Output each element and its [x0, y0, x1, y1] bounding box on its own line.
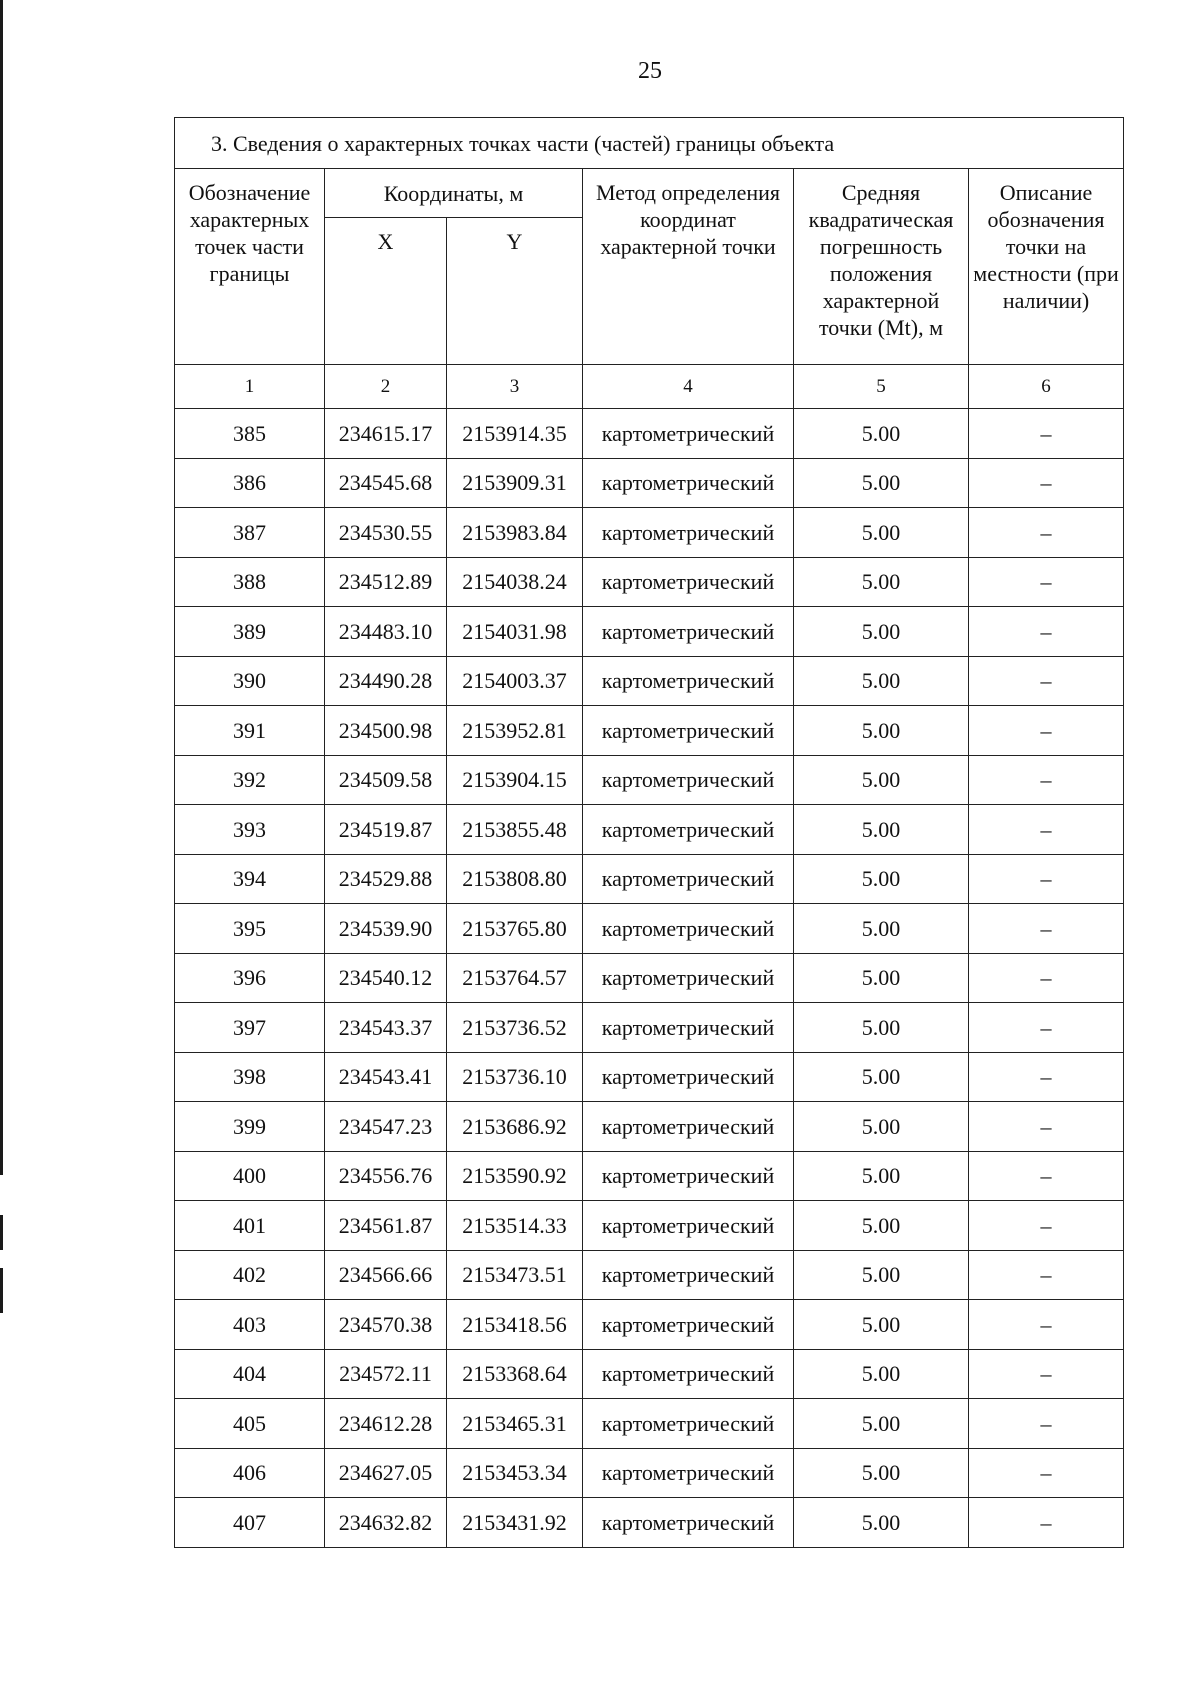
x-coordinate-cell: 234540.12	[325, 953, 447, 1003]
method-cell: картометрический	[583, 1003, 794, 1053]
point-number-cell: 396	[175, 953, 325, 1003]
y-coordinate-cell: 2153590.92	[447, 1151, 583, 1201]
table-row	[175, 1003, 1124, 1053]
point-number-cell: 390	[175, 656, 325, 706]
point-number-cell: 394	[175, 854, 325, 904]
error-cell: 5.00	[794, 1399, 969, 1449]
error-cell: 5.00	[794, 656, 969, 706]
table-row	[175, 904, 1124, 954]
error-cell: 5.00	[794, 458, 969, 508]
table-row	[175, 1052, 1124, 1102]
point-number-cell: 407	[175, 1498, 325, 1548]
point-number-cell: 387	[175, 508, 325, 558]
y-coordinate-cell: 2153855.48	[447, 805, 583, 855]
error-cell: 5.00	[794, 1498, 969, 1548]
method-cell: картометрический	[583, 409, 794, 459]
y-coordinate-cell: 2153764.57	[447, 953, 583, 1003]
x-coordinate-cell: 234572.11	[325, 1349, 447, 1399]
error-cell: 5.00	[794, 805, 969, 855]
y-coordinate-cell: 2153686.92	[447, 1102, 583, 1152]
method-cell: картометрический	[583, 1399, 794, 1449]
description-cell: –	[969, 1102, 1124, 1152]
point-number-cell: 392	[175, 755, 325, 805]
point-number-cell: 385	[175, 409, 325, 459]
error-cell: 5.00	[794, 904, 969, 954]
x-coordinate-cell: 234500.98	[325, 706, 447, 756]
point-number-cell: 400	[175, 1151, 325, 1201]
description-cell: –	[969, 1201, 1124, 1251]
description-cell: –	[969, 409, 1124, 459]
table-row	[175, 656, 1124, 706]
method-cell: картометрический	[583, 656, 794, 706]
method-cell: картометрический	[583, 607, 794, 657]
table-row	[175, 953, 1124, 1003]
error-cell: 5.00	[794, 1102, 969, 1152]
table-row	[175, 706, 1124, 756]
error-cell: 5.00	[794, 508, 969, 558]
y-coordinate-cell: 2153453.34	[447, 1448, 583, 1498]
table-row	[175, 458, 1124, 508]
column-number: 3	[447, 365, 583, 409]
error-cell: 5.00	[794, 557, 969, 607]
header-error: Средняя квадратическая погрешность положения характерной точки (Mt), м	[794, 169, 969, 365]
x-coordinate-cell: 234483.10	[325, 607, 447, 657]
point-number-cell: 402	[175, 1250, 325, 1300]
column-number: 1	[175, 365, 325, 409]
y-coordinate-cell: 2153952.81	[447, 706, 583, 756]
column-number: 5	[794, 365, 969, 409]
table-row	[175, 607, 1124, 657]
description-cell: –	[969, 607, 1124, 657]
y-coordinate-cell: 2154003.37	[447, 656, 583, 706]
error-cell: 5.00	[794, 1151, 969, 1201]
error-cell: 5.00	[794, 1448, 969, 1498]
point-number-cell: 386	[175, 458, 325, 508]
description-cell: –	[969, 1250, 1124, 1300]
point-number-cell: 406	[175, 1448, 325, 1498]
description-cell: –	[969, 1448, 1124, 1498]
point-number-cell: 399	[175, 1102, 325, 1152]
description-cell: –	[969, 1151, 1124, 1201]
table-row	[175, 508, 1124, 558]
point-number-cell: 404	[175, 1349, 325, 1399]
x-coordinate-cell: 234530.55	[325, 508, 447, 558]
column-number: 2	[325, 365, 447, 409]
method-cell: картометрический	[583, 1349, 794, 1399]
error-cell: 5.00	[794, 409, 969, 459]
point-number-cell: 403	[175, 1300, 325, 1350]
x-coordinate-cell: 234627.05	[325, 1448, 447, 1498]
y-coordinate-cell: 2153514.33	[447, 1201, 583, 1251]
error-cell: 5.00	[794, 1250, 969, 1300]
y-coordinate-cell: 2153431.92	[447, 1498, 583, 1548]
method-cell: картометрический	[583, 854, 794, 904]
x-coordinate-cell: 234545.68	[325, 458, 447, 508]
y-coordinate-cell: 2154031.98	[447, 607, 583, 657]
x-coordinate-cell: 234543.37	[325, 1003, 447, 1053]
y-coordinate-cell: 2153909.31	[447, 458, 583, 508]
y-coordinate-cell: 2153904.15	[447, 755, 583, 805]
header-method: Метод определения координат характерной точки	[583, 169, 794, 365]
method-cell: картометрический	[583, 805, 794, 855]
point-number-cell: 405	[175, 1399, 325, 1449]
method-cell: картометрический	[583, 1448, 794, 1498]
table-row	[175, 1102, 1124, 1152]
table-row	[175, 1498, 1124, 1548]
method-cell: картометрический	[583, 953, 794, 1003]
method-cell: картометрический	[583, 557, 794, 607]
error-cell: 5.00	[794, 706, 969, 756]
table-row	[175, 854, 1124, 904]
header-y: Y	[447, 218, 583, 365]
method-cell: картометрический	[583, 1201, 794, 1251]
table-row	[175, 755, 1124, 805]
point-number-cell: 395	[175, 904, 325, 954]
method-cell: картометрический	[583, 1052, 794, 1102]
table-row	[175, 1349, 1124, 1399]
description-cell: –	[969, 1399, 1124, 1449]
y-coordinate-cell: 2153736.10	[447, 1052, 583, 1102]
method-cell: картометрический	[583, 1300, 794, 1350]
error-cell: 5.00	[794, 1300, 969, 1350]
error-cell: 5.00	[794, 755, 969, 805]
y-coordinate-cell: 2154038.24	[447, 557, 583, 607]
description-cell: –	[969, 805, 1124, 855]
boundary-points-table	[174, 117, 1124, 1548]
method-cell: картометрический	[583, 904, 794, 954]
header-x: X	[325, 218, 447, 365]
x-coordinate-cell: 234615.17	[325, 409, 447, 459]
description-cell: –	[969, 854, 1124, 904]
x-coordinate-cell: 234490.28	[325, 656, 447, 706]
description-cell: –	[969, 904, 1124, 954]
table-title: 3. Сведения о характерных точках части (частей) границы объекта	[175, 118, 1124, 169]
description-cell: –	[969, 706, 1124, 756]
point-number-cell: 389	[175, 607, 325, 657]
method-cell: картометрический	[583, 755, 794, 805]
scan-edge-mark	[0, 1268, 3, 1313]
table-row	[175, 557, 1124, 607]
description-cell: –	[969, 1300, 1124, 1350]
x-coordinate-cell: 234539.90	[325, 904, 447, 954]
table-row	[175, 409, 1124, 459]
x-coordinate-cell: 234547.23	[325, 1102, 447, 1152]
x-coordinate-cell: 234529.88	[325, 854, 447, 904]
y-coordinate-cell: 2153368.64	[447, 1349, 583, 1399]
column-number: 6	[969, 365, 1124, 409]
y-coordinate-cell: 2153914.35	[447, 409, 583, 459]
header-coordinates: Координаты, м	[325, 169, 583, 218]
description-cell: –	[969, 508, 1124, 558]
header-designation: Обозначение характерных точек части границы	[175, 169, 325, 365]
description-cell: –	[969, 1052, 1124, 1102]
table-row	[175, 1151, 1124, 1201]
point-number-cell: 401	[175, 1201, 325, 1251]
error-cell: 5.00	[794, 854, 969, 904]
table-row	[175, 1448, 1124, 1498]
y-coordinate-cell: 2153473.51	[447, 1250, 583, 1300]
description-cell: –	[969, 953, 1124, 1003]
error-cell: 5.00	[794, 1052, 969, 1102]
y-coordinate-cell: 2153808.80	[447, 854, 583, 904]
y-coordinate-cell: 2153465.31	[447, 1399, 583, 1449]
description-cell: –	[969, 755, 1124, 805]
description-cell: –	[969, 1003, 1124, 1053]
column-number: 4	[583, 365, 794, 409]
x-coordinate-cell: 234519.87	[325, 805, 447, 855]
table-row	[175, 1399, 1124, 1449]
description-cell: –	[969, 1498, 1124, 1548]
method-cell: картометрический	[583, 1151, 794, 1201]
column-number-row	[175, 365, 1124, 409]
description-cell: –	[969, 656, 1124, 706]
x-coordinate-cell: 234556.76	[325, 1151, 447, 1201]
x-coordinate-cell: 234570.38	[325, 1300, 447, 1350]
point-number-cell: 398	[175, 1052, 325, 1102]
y-coordinate-cell: 2153983.84	[447, 508, 583, 558]
header-description: Описание обозначения точки на местности (при наличии)	[969, 169, 1124, 365]
error-cell: 5.00	[794, 1003, 969, 1053]
method-cell: картометрический	[583, 1250, 794, 1300]
description-cell: –	[969, 1349, 1124, 1399]
error-cell: 5.00	[794, 607, 969, 657]
table-row	[175, 1300, 1124, 1350]
method-cell: картометрический	[583, 508, 794, 558]
method-cell: картометрический	[583, 1102, 794, 1152]
x-coordinate-cell: 234561.87	[325, 1201, 447, 1251]
table-row	[175, 805, 1124, 855]
x-coordinate-cell: 234512.89	[325, 557, 447, 607]
description-cell: –	[969, 557, 1124, 607]
x-coordinate-cell: 234509.58	[325, 755, 447, 805]
x-coordinate-cell: 234566.66	[325, 1250, 447, 1300]
error-cell: 5.00	[794, 953, 969, 1003]
x-coordinate-cell: 234612.28	[325, 1399, 447, 1449]
y-coordinate-cell: 2153736.52	[447, 1003, 583, 1053]
page-number: 25	[638, 58, 662, 84]
scan-edge-mark	[0, 1215, 3, 1250]
y-coordinate-cell: 2153418.56	[447, 1300, 583, 1350]
x-coordinate-cell: 234632.82	[325, 1498, 447, 1548]
y-coordinate-cell: 2153765.80	[447, 904, 583, 954]
table-row	[175, 1250, 1124, 1300]
point-number-cell: 393	[175, 805, 325, 855]
method-cell: картометрический	[583, 458, 794, 508]
error-cell: 5.00	[794, 1201, 969, 1251]
scan-edge-mark	[0, 0, 3, 1175]
method-cell: картометрический	[583, 1498, 794, 1548]
error-cell: 5.00	[794, 1349, 969, 1399]
method-cell: картометрический	[583, 706, 794, 756]
point-number-cell: 397	[175, 1003, 325, 1053]
description-cell: –	[969, 458, 1124, 508]
point-number-cell: 391	[175, 706, 325, 756]
x-coordinate-cell: 234543.41	[325, 1052, 447, 1102]
point-number-cell: 388	[175, 557, 325, 607]
table-row	[175, 1201, 1124, 1251]
